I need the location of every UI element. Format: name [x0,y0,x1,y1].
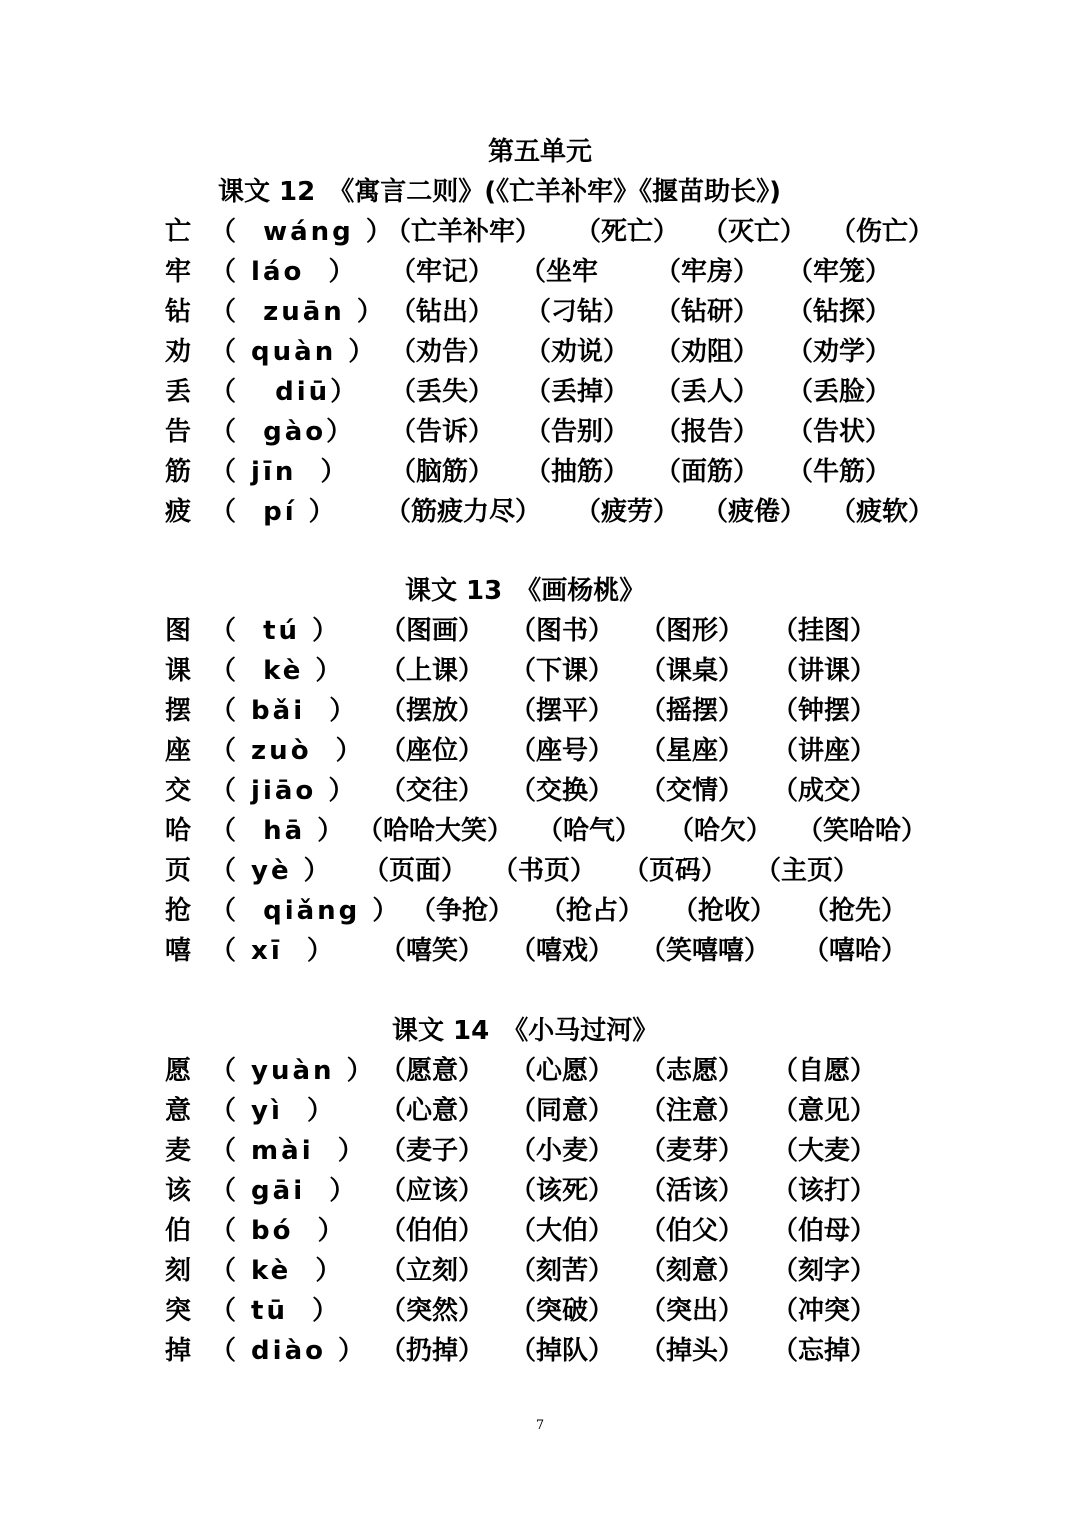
vocab-character: 座 [165,736,192,766]
vocab-word: （志愿） [640,1056,745,1086]
vocab-word: （交往） [380,776,485,806]
vocab-pinyin: （ quàn ） [210,337,378,367]
vocab-character: 突 [165,1296,192,1326]
vocab-word: （摆平） [510,696,615,726]
vocab-word: （上课） [380,656,485,686]
vocab-word: （笑嘻嘻） [640,936,771,966]
lesson-title-12: 课文 12 《寓言二则》(《亡羊补牢》《揠苗助长》) [218,177,781,207]
vocab-word: （图书） [510,616,615,646]
vocab-pinyin: （ kè ） [210,656,345,686]
vocab-pinyin: （ láo ） [210,257,358,287]
vocab-row [165,851,945,891]
vocab-word: （钻出） [390,297,495,327]
vocab-word: （抢占） [540,896,645,926]
vocab-row [165,332,945,372]
vocab-word: （疲劳） [575,497,680,527]
vocab-word: （下课） [510,656,615,686]
vocab-word: （疲倦） [702,497,807,527]
vocab-word: （劝学） [787,337,892,367]
vocab-word: （笑哈哈） [797,816,928,846]
vocab-word: （疲软） [830,497,935,527]
vocab-word: （课桌） [640,656,745,686]
vocab-word: （大麦） [772,1136,877,1166]
vocab-pinyin: （ yì ） [210,1096,337,1126]
vocab-word: （活该） [640,1176,745,1206]
vocab-row [165,212,945,252]
vocab-word: （刻字） [772,1256,877,1286]
vocab-word: （脑筋） [390,457,495,487]
vocab-word: （钻研） [655,297,760,327]
vocab-character: 摆 [165,696,192,726]
vocab-row [165,292,945,332]
vocab-character: 疲 [165,497,192,527]
vocab-word: （应该） [380,1176,485,1206]
page-number: 7 [535,1418,545,1433]
vocab-word: （心愿） [510,1056,615,1086]
vocab-word: （嘻笑） [380,936,485,966]
vocab-pinyin: （ tū ） [210,1296,342,1326]
vocab-word: （争抢） [410,896,515,926]
vocab-pinyin: （ wáng ） [210,217,395,247]
vocab-word: （牢记） [390,257,495,287]
vocab-character: 亡 [165,217,192,247]
vocab-character: 钻 [165,297,192,327]
vocab-row [165,492,945,532]
vocab-word: （牢房） [655,257,760,287]
vocab-row [165,811,945,851]
vocab-word: （丢人） [655,377,760,407]
vocab-word: （丢脸） [787,377,892,407]
vocab-word: （心意） [380,1096,485,1126]
vocab-word: （图形） [640,616,745,646]
vocab-word: （掉队） [510,1336,615,1366]
vocab-word: （愿意） [380,1056,485,1086]
vocab-word: （告诉） [390,417,495,447]
vocab-word: （哈气） [537,816,642,846]
vocab-character: 嘻 [165,936,192,966]
vocab-word: （牛筋） [787,457,892,487]
vocab-word: （钻探） [787,297,892,327]
vocab-word: （哈欠） [668,816,773,846]
vocab-word: （伯伯） [380,1216,485,1246]
vocab-character: 意 [165,1096,192,1126]
vocab-character: 劝 [165,337,192,367]
lesson-title-13: 课文 13 《画杨桃》 [405,576,646,606]
vocab-word: （伤亡） [830,217,935,247]
vocab-row [165,1251,945,1291]
vocab-word: （该打） [772,1176,877,1206]
vocab-row [165,412,945,452]
vocab-word: （立刻） [380,1256,485,1286]
vocab-pinyin: （ gāi ） [210,1176,359,1206]
vocab-pinyin: （ diào ） [210,1336,368,1366]
vocab-word: （页码） [623,856,728,886]
vocab-word: （抽筋） [525,457,630,487]
vocab-pinyin: （ zuò ） [210,736,365,766]
vocab-pinyin: （ mài ） [210,1136,367,1166]
vocab-character: 哈 [165,816,192,846]
vocab-word: （坐牢 [520,257,599,287]
vocab-pinyin: （ tú ） [210,616,342,646]
vocab-word: （突出） [640,1296,745,1326]
vocab-row [165,651,945,691]
vocab-word: （图画） [380,616,485,646]
vocab-word: （麦芽） [640,1136,745,1166]
vocab-character: 交 [165,776,192,806]
vocab-word: （讲座） [772,736,877,766]
vocab-word: （讲课） [772,656,877,686]
vocab-word: （刻意） [640,1256,745,1286]
vocab-word: （小麦） [510,1136,615,1166]
vocab-word: （该死） [510,1176,615,1206]
vocab-row [165,1091,945,1131]
vocab-character: 告 [165,417,192,447]
vocab-word: （劝阻） [655,337,760,367]
vocab-word: （主页） [755,856,860,886]
vocab-pinyin: （ gào） [210,417,356,447]
vocab-row [165,1211,945,1251]
vocab-word: （牢笼） [787,257,892,287]
vocab-word: （突然） [380,1296,485,1326]
vocab-word: （挂图） [772,616,877,646]
vocab-word: （交换） [510,776,615,806]
vocab-word: （自愿） [772,1056,877,1086]
vocab-character: 页 [165,856,192,886]
vocab-word: （嘻哈） [803,936,908,966]
vocab-word: （交情） [640,776,745,806]
vocab-character: 课 [165,656,192,686]
vocab-row [165,1131,945,1171]
vocab-word: （大伯） [510,1216,615,1246]
vocab-word: （报告） [655,417,760,447]
vocab-row [165,372,945,412]
vocab-pinyin: （ yè ） [210,856,333,886]
vocab-character: 伯 [165,1216,192,1246]
vocab-word: （意见） [772,1096,877,1126]
vocab-word: （刁钻） [525,297,630,327]
vocab-word: （筋疲力尽） [385,497,542,527]
vocab-word: （书页） [492,856,597,886]
vocab-character: 掉 [165,1336,192,1366]
vocab-word: （伯父） [640,1216,745,1246]
lesson-title-14: 课文 14 《小马过河》 [392,1016,659,1046]
vocab-word: （忘掉） [772,1336,877,1366]
vocab-row [165,1171,945,1211]
vocab-word: （告状） [787,417,892,447]
vocab-character: 该 [165,1176,192,1206]
vocab-word: （丢掉） [525,377,630,407]
vocab-pinyin: （ hā ） [210,816,347,846]
vocab-character: 丢 [165,377,192,407]
vocab-row [165,771,945,811]
vocab-pinyin: （ xī ） [210,936,336,966]
vocab-pinyin: （ zuān ） [210,297,386,327]
vocab-character: 愿 [165,1056,192,1086]
vocab-row [165,611,945,651]
vocab-word: （丢失） [390,377,495,407]
vocab-word: （亡羊补牢） [385,217,542,247]
vocab-word: （注意） [640,1096,745,1126]
vocab-word: （劝说） [525,337,630,367]
vocab-pinyin: （ jīn ） [210,457,350,487]
vocab-pinyin: （ bó ） [210,1216,347,1246]
vocab-character: 麦 [165,1136,192,1166]
vocab-word: （座号） [510,736,615,766]
vocab-row [165,252,945,292]
vocab-pinyin: （ pí ） [210,497,338,527]
vocab-word: （同意） [510,1096,615,1126]
vocab-word: （告别） [525,417,630,447]
vocab-character: 抢 [165,896,192,926]
vocab-row [165,1331,945,1371]
vocab-word: （灭亡） [702,217,807,247]
vocab-character: 图 [165,616,192,646]
vocab-pinyin: （ bǎi ） [210,696,359,726]
vocab-word: （死亡） [575,217,680,247]
vocab-word: （摆放） [380,696,485,726]
vocab-word: （抢先） [803,896,908,926]
vocab-word: （嘻戏） [510,936,615,966]
vocab-pinyin: （ jiāo ） [210,776,358,806]
vocab-row [165,691,945,731]
vocab-word: （页面） [363,856,468,886]
vocab-row [165,1291,945,1331]
vocab-word: （劝告） [390,337,495,367]
vocab-word: （钟摆） [772,696,877,726]
vocab-pinyin: （ qiǎng ） [210,896,402,926]
vocab-word: （星座） [640,736,745,766]
vocab-character: 筋 [165,457,192,487]
vocab-character: 牢 [165,257,192,287]
vocab-word: （伯母） [772,1216,877,1246]
vocab-word: （座位） [380,736,485,766]
vocab-pinyin: （ yuàn ） [210,1056,376,1086]
vocab-pinyin: （ kè ） [210,1256,345,1286]
vocab-word: （成交） [772,776,877,806]
vocab-word: （面筋） [655,457,760,487]
vocab-word: （冲突） [772,1296,877,1326]
vocab-word: （哈哈大笑） [357,816,514,846]
vocab-word: （扔掉） [380,1336,485,1366]
vocab-row [165,891,945,931]
vocab-word: （抢收） [672,896,777,926]
vocab-word: （麦子） [380,1136,485,1166]
vocab-word: （刻苦） [510,1256,615,1286]
vocab-word: （掉头） [640,1336,745,1366]
vocab-word: （摇摆） [640,696,745,726]
vocab-row [165,452,945,492]
vocab-row [165,931,945,971]
vocab-pinyin: （ diū） [210,377,360,407]
vocab-word: （突破） [510,1296,615,1326]
vocab-row [165,1051,945,1091]
vocab-row [165,731,945,771]
unit-title: 第五单元 [487,137,592,167]
vocab-character: 刻 [165,1256,192,1286]
